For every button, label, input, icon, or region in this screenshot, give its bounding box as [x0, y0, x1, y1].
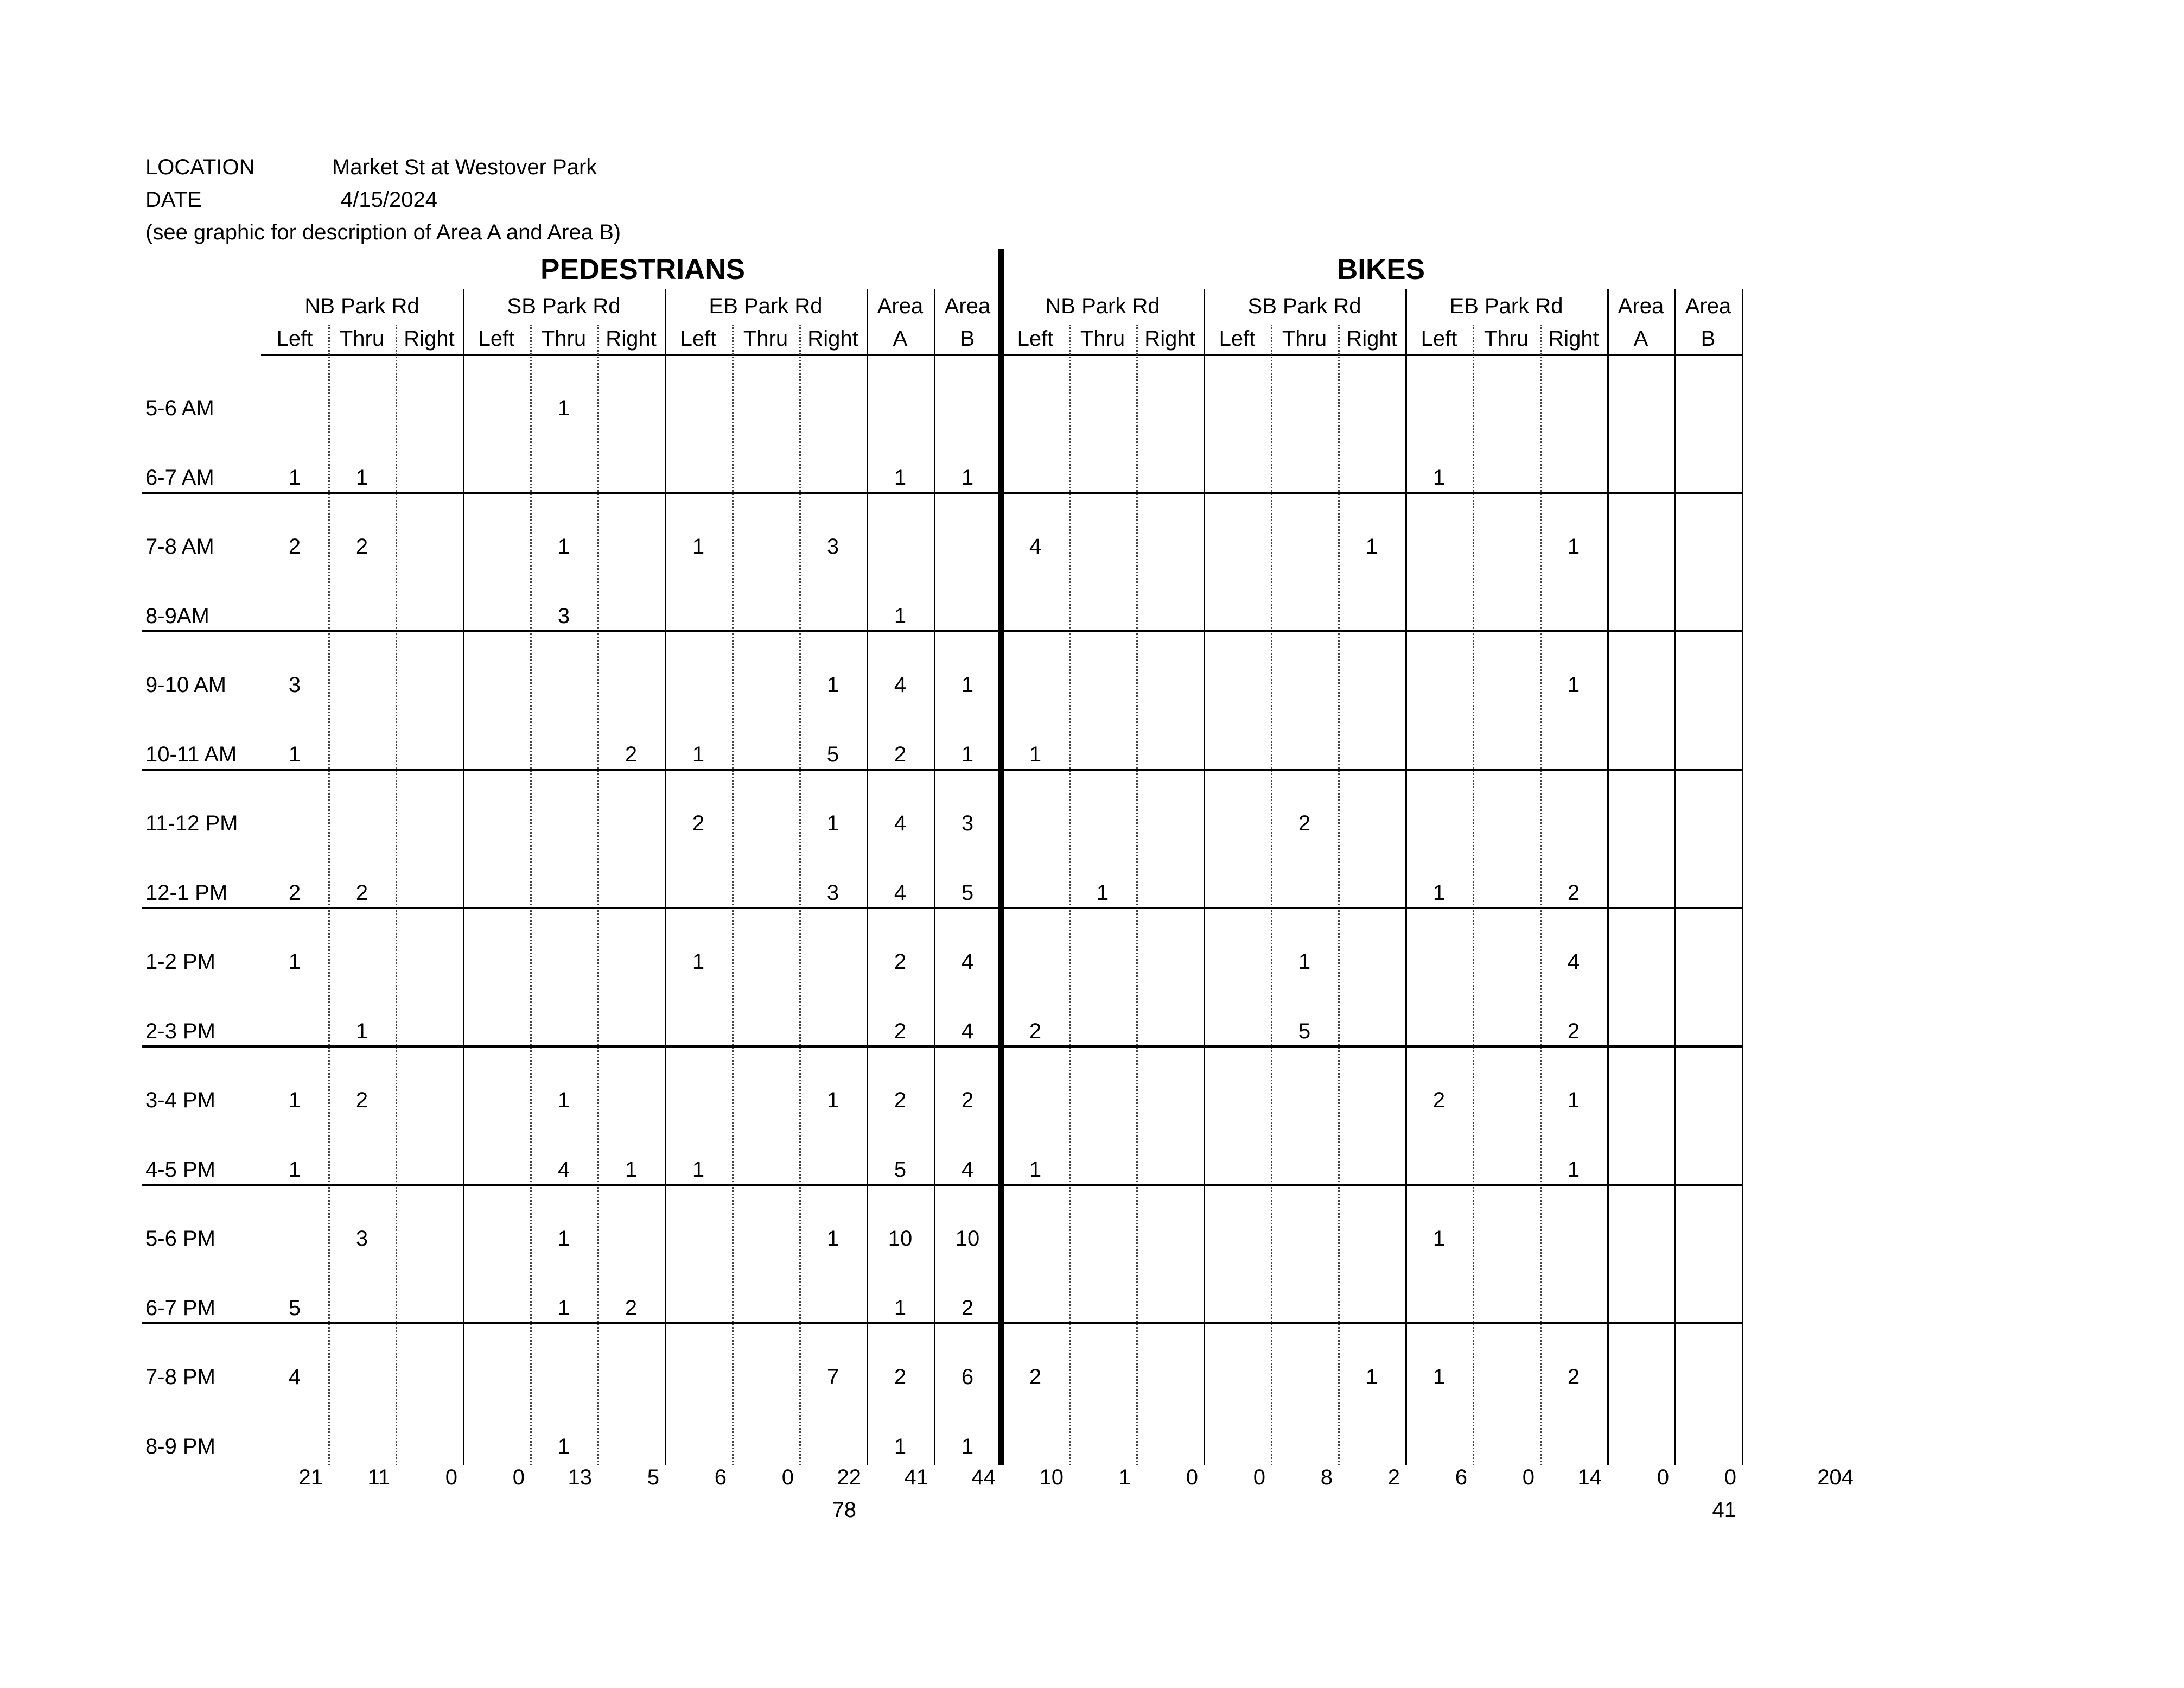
count-cell: 3	[826, 535, 839, 559]
column-total: 5	[647, 1465, 659, 1489]
count-cell: 1	[557, 1434, 570, 1458]
count-cell: 2	[625, 1296, 638, 1320]
column-rule	[934, 289, 935, 1465]
time-period-label: 3-4 PM	[145, 1088, 215, 1112]
column-rule-dotted	[1338, 325, 1340, 1465]
area-header: Area	[1685, 294, 1731, 318]
location-label: LOCATION	[145, 155, 255, 179]
count-cell: 2	[1567, 1365, 1580, 1389]
area-header: Area	[944, 294, 991, 318]
column-rule	[1405, 289, 1407, 1465]
area-note: (see graphic for description of Area A and Area B)	[145, 220, 621, 244]
column-rule	[1674, 289, 1676, 1465]
approach-header: EB Park Rd	[709, 294, 823, 318]
column-rule-dotted	[1271, 325, 1272, 1465]
column-header: Thru	[541, 327, 587, 351]
count-cell: 1	[826, 673, 839, 697]
time-period-label: 2-3 PM	[145, 1019, 215, 1043]
grand-total: 204	[1817, 1465, 1854, 1489]
column-rule	[665, 289, 666, 1465]
area-header: Area	[877, 294, 924, 318]
count-cell: 1	[961, 673, 974, 697]
column-header: Right	[606, 327, 657, 351]
count-cell: 3	[826, 880, 839, 905]
column-total: 1	[1118, 1465, 1131, 1489]
count-cell: 5	[894, 1157, 907, 1182]
column-rule-dotted	[732, 325, 734, 1465]
count-cell: 1	[961, 1434, 974, 1458]
time-period-label: 5-6 PM	[145, 1227, 215, 1251]
count-cell: 1	[894, 604, 907, 628]
column-total: 14	[1577, 1465, 1602, 1489]
count-cell: 1	[1029, 742, 1042, 766]
row-group-rule	[142, 769, 1742, 771]
count-cell: 4	[288, 1365, 301, 1389]
section-divider	[998, 249, 1004, 1465]
column-total: 44	[971, 1465, 996, 1489]
count-cell: 7	[826, 1365, 839, 1389]
count-cell: 4	[1029, 535, 1042, 559]
date-label: DATE	[145, 188, 202, 212]
column-rule-dotted	[396, 325, 397, 1465]
count-cell: 2	[961, 1088, 974, 1112]
count-cell: 2	[961, 1296, 974, 1320]
count-cell: 1	[894, 465, 907, 490]
column-header: Left	[1421, 327, 1457, 351]
time-period-label: 11-12 PM	[145, 811, 238, 835]
time-period-label: 8-9AM	[145, 604, 209, 628]
approach-header: EB Park Rd	[1449, 294, 1563, 318]
count-cell: 2	[355, 535, 368, 559]
count-cell: 4	[894, 811, 907, 835]
count-cell: 1	[557, 1088, 570, 1112]
time-period-label: 1-2 PM	[145, 950, 215, 974]
count-cell: 1	[692, 742, 705, 766]
column-rule-dotted	[799, 325, 801, 1465]
column-rule-dotted	[597, 325, 599, 1465]
time-period-label: 8-9 PM	[145, 1434, 215, 1458]
count-cell: 1	[1567, 673, 1580, 697]
column-total: 0	[1657, 1465, 1669, 1489]
column-total: 0	[781, 1465, 794, 1489]
column-header: Right	[807, 327, 858, 351]
count-cell: 2	[1567, 1019, 1580, 1043]
count-cell: 1	[692, 535, 705, 559]
column-header: A	[1633, 327, 1648, 351]
column-rule-dotted	[328, 325, 330, 1465]
count-cell: 1	[288, 950, 301, 974]
count-cell: 2	[288, 535, 301, 559]
count-cell: 2	[288, 880, 301, 905]
count-cell: 5	[288, 1296, 301, 1320]
count-cell: 5	[1298, 1019, 1311, 1043]
column-header: Left	[1219, 327, 1256, 351]
count-cell: 1	[288, 1088, 301, 1112]
column-header: Right	[404, 327, 455, 351]
count-cell: 1	[557, 396, 570, 420]
count-cell: 1	[557, 1296, 570, 1320]
column-header: Left	[276, 327, 313, 351]
column-header: Right	[1144, 327, 1195, 351]
count-cell: 3	[355, 1227, 368, 1251]
column-header: Left	[1017, 327, 1054, 351]
date-value: 4/15/2024	[341, 188, 437, 212]
count-cell: 2	[894, 1365, 907, 1389]
approach-header: NB Park Rd	[1045, 294, 1160, 318]
pedestrian-subtotal: 78	[832, 1498, 856, 1522]
column-header: Left	[478, 327, 515, 351]
count-cell: 2	[894, 1088, 907, 1112]
column-rule-dotted	[1540, 325, 1542, 1465]
count-cell: 1	[1029, 1157, 1042, 1182]
column-total: 2	[1387, 1465, 1400, 1489]
count-cell: 1	[961, 742, 974, 766]
count-cell: 1	[826, 1088, 839, 1112]
column-header: B	[1701, 327, 1716, 351]
count-cell: 2	[894, 1019, 907, 1043]
count-cell: 1	[288, 742, 301, 766]
column-total: 10	[1039, 1465, 1064, 1489]
count-cell: 4	[1567, 950, 1580, 974]
count-cell: 4	[961, 1019, 974, 1043]
count-cell: 4	[557, 1157, 570, 1182]
column-rule	[867, 289, 868, 1465]
time-period-label: 6-7 AM	[145, 465, 214, 490]
count-cell: 4	[894, 673, 907, 697]
column-total: 21	[298, 1465, 323, 1489]
column-rule-dotted	[530, 325, 532, 1465]
row-group-rule	[142, 630, 1742, 632]
column-total: 11	[367, 1465, 390, 1489]
count-cell: 1	[1432, 1365, 1446, 1389]
column-header: A	[893, 327, 908, 351]
column-rule-dotted	[1473, 325, 1474, 1465]
count-cell: 2	[894, 742, 907, 766]
column-rule	[1742, 289, 1743, 1465]
time-period-label: 7-8 PM	[145, 1365, 215, 1389]
time-period-label: 12-1 PM	[145, 880, 228, 905]
time-period-label: 7-8 AM	[145, 535, 214, 559]
count-cell: 2	[1029, 1365, 1042, 1389]
column-total: 0	[1186, 1465, 1198, 1489]
bikes-title: BIKES	[1337, 253, 1425, 285]
column-header: Right	[1548, 327, 1599, 351]
count-cell: 1	[1432, 880, 1446, 905]
count-cell: 3	[557, 604, 570, 628]
column-rule	[463, 289, 464, 1465]
count-cell: 1	[1365, 535, 1378, 559]
count-cell: 10	[955, 1227, 980, 1251]
count-cell: 2	[1567, 880, 1580, 905]
count-cell: 2	[355, 880, 368, 905]
count-cell: 1	[1432, 1227, 1446, 1251]
column-header: Thru	[1483, 327, 1529, 351]
column-total: 6	[714, 1465, 727, 1489]
count-cell: 5	[961, 880, 974, 905]
area-header: Area	[1618, 294, 1664, 318]
column-rule-dotted	[1136, 325, 1138, 1465]
bike-subtotal: 41	[1712, 1498, 1736, 1522]
count-cell: 1	[826, 811, 839, 835]
count-cell: 1	[692, 1157, 705, 1182]
row-group-rule	[142, 492, 1742, 494]
count-cell: 4	[894, 880, 907, 905]
column-total: 8	[1320, 1465, 1333, 1489]
time-period-label: 4-5 PM	[145, 1157, 215, 1182]
count-cell: 1	[894, 1434, 907, 1458]
column-header: Thru	[1282, 327, 1327, 351]
count-cell: 10	[888, 1227, 913, 1251]
column-total: 0	[1724, 1465, 1736, 1489]
count-cell: 1	[355, 465, 368, 490]
column-rule	[1607, 289, 1609, 1465]
column-total: 41	[904, 1465, 928, 1489]
count-cell: 1	[1432, 465, 1446, 490]
count-cell: 1	[894, 1296, 907, 1320]
row-group-rule	[142, 1322, 1742, 1324]
count-cell: 1	[1365, 1365, 1378, 1389]
column-total: 0	[1522, 1465, 1534, 1489]
location-value: Market St at Westover Park	[332, 155, 597, 179]
count-cell: 2	[625, 742, 638, 766]
time-period-label: 5-6 AM	[145, 396, 214, 420]
count-cell: 6	[961, 1365, 974, 1389]
count-cell: 2	[894, 950, 907, 974]
time-period-label: 6-7 PM	[145, 1296, 215, 1320]
column-total: 22	[837, 1465, 861, 1489]
column-header: Right	[1346, 327, 1397, 351]
count-cell: 1	[692, 950, 705, 974]
count-cell: 1	[826, 1227, 839, 1251]
row-group-rule	[142, 1184, 1742, 1186]
column-total: 0	[445, 1465, 457, 1489]
pedestrians-title: PEDESTRIANS	[540, 253, 745, 285]
column-total: 0	[512, 1465, 525, 1489]
approach-header: SB Park Rd	[1247, 294, 1361, 318]
count-cell: 1	[557, 1227, 570, 1251]
column-header: Thru	[1080, 327, 1125, 351]
column-rule-dotted	[1069, 325, 1071, 1465]
count-cell: 1	[1298, 950, 1311, 974]
count-cell: 2	[1298, 811, 1311, 835]
column-header: Thru	[743, 327, 788, 351]
count-cell: 1	[1096, 880, 1109, 905]
approach-header: SB Park Rd	[507, 294, 621, 318]
count-cell: 1	[288, 1157, 301, 1182]
column-total: 6	[1455, 1465, 1467, 1489]
count-cell: 1	[961, 465, 974, 490]
count-cell: 3	[288, 673, 301, 697]
row-group-rule	[142, 1045, 1742, 1048]
count-cell: 1	[1567, 535, 1580, 559]
count-cell: 2	[1432, 1088, 1446, 1112]
column-total: 0	[1253, 1465, 1265, 1489]
column-rule	[1204, 289, 1205, 1465]
time-period-label: 9-10 AM	[145, 673, 226, 697]
row-group-rule	[142, 907, 1742, 909]
count-cell: 2	[692, 811, 705, 835]
count-cell: 1	[355, 1019, 368, 1043]
count-cell: 1	[625, 1157, 638, 1182]
count-cell: 4	[961, 950, 974, 974]
count-cell: 1	[288, 465, 301, 490]
count-cell: 2	[355, 1088, 368, 1112]
approach-header: NB Park Rd	[304, 294, 419, 318]
column-total: 13	[568, 1465, 592, 1489]
time-period-label: 10-11 AM	[145, 742, 237, 766]
count-cell: 1	[557, 535, 570, 559]
column-header: Left	[680, 327, 717, 351]
column-header: B	[960, 327, 975, 351]
count-cell: 3	[961, 811, 974, 835]
count-cell: 1	[1567, 1088, 1580, 1112]
count-cell: 2	[1029, 1019, 1042, 1043]
column-header: Thru	[339, 327, 385, 351]
count-cell: 1	[1567, 1157, 1580, 1182]
count-cell: 5	[826, 742, 839, 766]
count-cell: 4	[961, 1157, 974, 1182]
